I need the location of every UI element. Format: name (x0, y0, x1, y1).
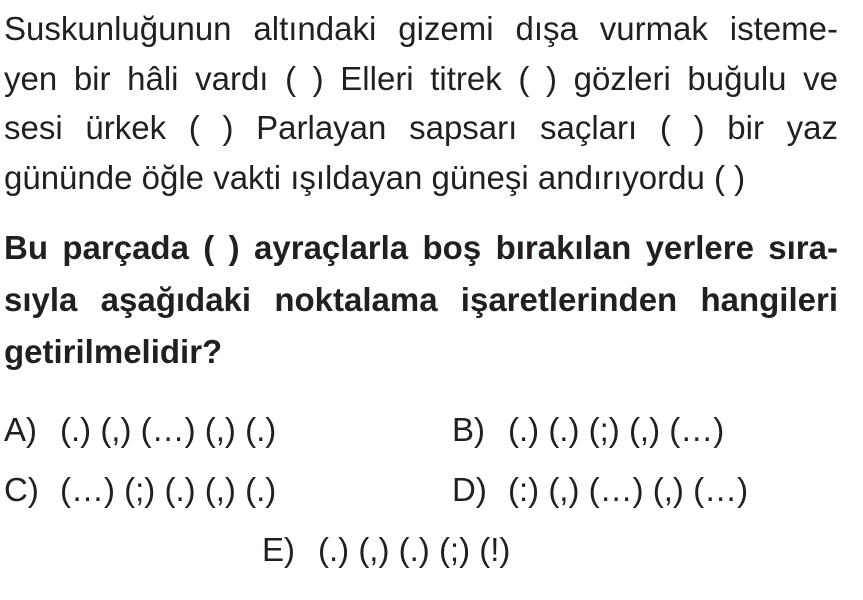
answer-option-b[interactable] (452, 410, 724, 450)
question-line: getirilmelidir? (4, 333, 223, 370)
question-line: Bu parçada ( ) ayraçlarla boş bırakılan yerlere sıra- (4, 229, 838, 266)
option-letter: B) (452, 411, 485, 448)
passage-text (4, 4, 838, 202)
question-stem (4, 222, 838, 378)
answer-option-a[interactable] (4, 410, 276, 450)
answer-option-c[interactable] (4, 470, 276, 510)
passage-line: sesi ürkek ( ) Parlayan sapsarı saçları ( ) bir yaz (4, 109, 838, 146)
passage-line: gününde öğle vakti ışıldayan güneşi andırıyordu ( ) (4, 158, 746, 196)
option-letter: E) (262, 531, 295, 568)
question-line: sıyla aşağıdaki noktalama işaretlerinden hangileri (4, 281, 838, 318)
option-text: (.) (.) (;) (,) (…) (508, 411, 725, 448)
option-letter: C) (4, 471, 39, 508)
passage-line: Suskunluğunun altındaki gizemi dışa vurmak isteme- (4, 10, 838, 47)
answer-option-d[interactable] (452, 470, 748, 510)
passage-line: yen bir hâli vardı ( ) Elleri titrek ( ) gözleri buğulu ve (4, 59, 838, 97)
option-text: (:) (,) (…) (,) (…) (508, 471, 749, 508)
answer-option-e[interactable] (262, 530, 510, 570)
option-text: (…) (;) (.) (,) (.) (60, 471, 277, 508)
option-letter: A) (4, 411, 37, 448)
option-letter: D) (452, 471, 487, 508)
option-text: (.) (,) (.) (;) (!) (318, 531, 511, 568)
option-text: (.) (,) (…) (,) (.) (60, 411, 277, 448)
